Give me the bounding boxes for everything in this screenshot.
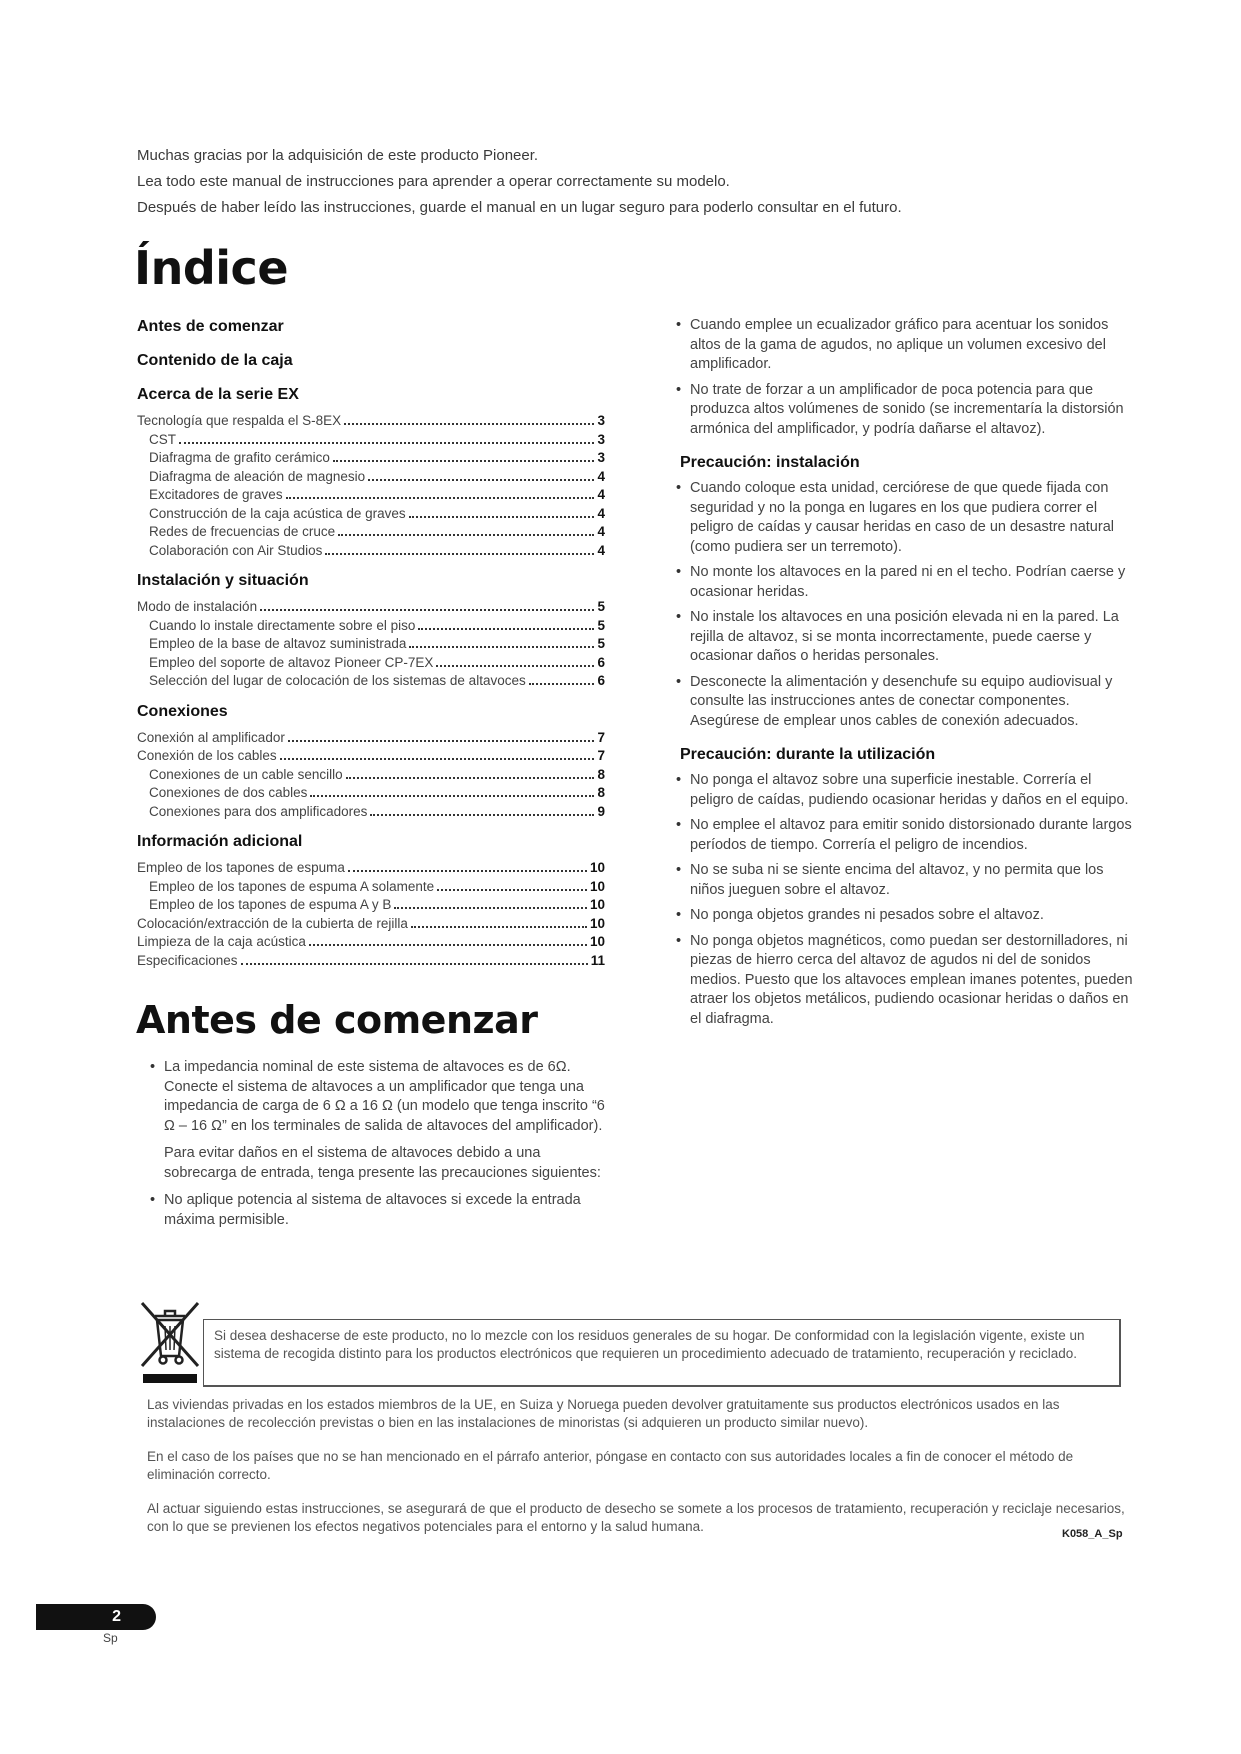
toc-entry[interactable] [137,523,605,542]
toc-entry-page: 4 [597,524,605,539]
dot-leader [286,497,595,499]
toc-entry[interactable] [137,449,605,468]
document-code: K058_A_Sp [1062,1528,1123,1540]
toc-section-heading[interactable]: Conexiones [137,702,228,720]
toc-entry-page: 8 [597,785,605,800]
toc-entry[interactable] [137,431,605,450]
toc-entry-label: Empleo de la base de altavoz suministrada [149,636,407,651]
toc-entry-label: Conexiones de un cable sencillo [149,766,343,782]
bullet-item: • Desconecte la alimentación y desenchufe su equipo audiovisual y consulte las instrucciones antes de conectar componentes. Asegúrese de emplear unos cables de conexión adecuados. [676,673,1136,732]
toc-entry-label: Limpieza de la caja acústica [137,934,306,949]
toc-entry-page: 6 [597,673,605,688]
toc-entry[interactable] [137,803,605,822]
toc-entry-page: 8 [597,766,605,782]
dot-leader [368,479,594,481]
bullet-item: • Cuando emplee un ecualizador gráfico para acentuar los sonidos altos de la gama de agudos, no aplique un volumen excesivo del amplificador. [676,316,1136,375]
heading-precaucion-utilizacion: Precaución: durante la utilización [680,746,936,763]
toc-entry[interactable] [137,915,605,934]
toc-group-conexiones [137,701,605,822]
toc-entry-page: 10 [589,915,605,931]
paragraph: Las viviendas privadas en los estados miembros de la UE, en Suiza y Noruega pueden devolver gratuitamente sus productos electrónicos usados en las instalaciones de recolección previstas o bien en las instalaciones de minoristas (si adquieren un producto similar nuevo). [147,1397,1060,1430]
toc-entry-label: Conexión al amplificador [137,729,285,745]
toc-entry-label: Colocación/extracción de la cubierta de rejilla [137,915,408,931]
page-language: Sp [103,1631,118,1645]
toc-entry-label: Modo de instalación [137,599,258,614]
toc-entry[interactable] [137,747,605,766]
toc-entry[interactable] [137,859,605,878]
toc-entry[interactable] [137,412,605,431]
bullet-item: • No instale los altavoces en una posición elevada ni en la pared. La rejilla de altavoz, si se monta incorrectamente, puede caerse y ocasionar daños o heridas personales. [676,608,1136,667]
toc-entry-page: 3 [597,431,605,447]
toc-list [137,598,605,691]
toc-entry-label: Diafragma de aleación de magnesio [149,468,366,484]
toc-entry[interactable] [137,486,605,505]
toc-entry-page: 5 [597,599,605,614]
disposal-notice-box: Si desea deshacerse de este producto, no lo mezcle con los residuos generales de su hogar. De conformidad con la legislación vigente, existe un sistema de recogida distinto para los productos electrónicos que requieren un procedimiento adecuado de tratamiento, recuperación y reciclado. [203,1319,1121,1387]
bullet-item: • No se suba ni se siente encima del altavoz, y no permita que los niños jueguen sobre el altavoz. [676,861,1136,900]
bullet-list [676,479,1136,731]
dot-leader [529,683,595,685]
toc-entry-label: Empleo de los tapones de espuma [137,860,345,875]
toc-entry-label: Selección del lugar de colocación de los sistemas de altavoces [149,673,526,688]
antes-body [150,1058,605,1238]
bullet-list [676,771,1136,1029]
toc-entry-label: Conexiones de dos cables [149,785,308,800]
dot-leader [338,534,594,536]
toc-entry-page: 7 [597,729,605,745]
toc-entry-page: 5 [597,636,605,651]
dot-leader [280,758,595,760]
toc-entry[interactable] [137,654,605,673]
toc-entry-page: 4 [597,542,605,558]
toc-entry-label: Tecnología que respalda el S-8EX [137,413,342,428]
toc-entry-page: 10 [589,878,605,894]
toc-section-heading[interactable]: Información adicional [137,833,303,850]
toc-entry-page: 10 [589,934,605,949]
dot-leader [325,553,594,555]
paragraph: En el caso de los países que no se han mencionado en el párrafo anterior, póngase en contacto con sus autoridades locales a fin de conocer el método de eliminación correcto. [147,1449,1074,1482]
toc-group-informacion [137,831,605,970]
toc-entry-page: 5 [597,617,605,633]
dot-leader [260,609,594,611]
toc-entry-label: Conexiones para dos amplificadores [149,803,368,819]
toc-link-antes-de-comenzar[interactable]: Antes de comenzar [137,318,284,335]
bullet-item: • No ponga objetos magnéticos, como puedan ser destornilladores, ni piezas de hierro cerca del altavoz de agudos ni del de sonidos medios. Puesto que los altavoces emplean imanes potentes, pueden atraer los objetos metálicos, pudiendo ocasionar heridas o daños en el diafragma. [676,932,1136,1030]
intro-line: Muchas gracias por la adquisición de este producto Pioneer. [137,147,539,164]
toc-entry-label: Empleo de los tapones de espuma A y B [149,897,392,912]
toc-entry-label: Empleo de los tapones de espuma A solamente [149,878,435,894]
dot-leader [344,423,594,425]
toc-entry[interactable] [137,672,605,691]
toc-entry[interactable] [137,952,605,971]
toc-entry-page: 4 [597,505,605,521]
toc-list [137,729,605,822]
bullet-item: • No trate de forzar a un amplificador de poca potencia para que produzca altos volúmenes de sonido (se incrementaría la distorsión armónica del amplificador, y podría dañarse el altavoz). [676,381,1136,440]
paragraph: Al actuar siguiendo estas instrucciones, se asegurará de que el producto de desecho se somete a los procesos de tratamiento, recuperación y reciclaje necesarios, con lo que se previenen los efectos negativos potenciales para el entorno y la salud humana. [147,1501,1125,1534]
toc-list [137,412,605,560]
toc-entry[interactable] [137,542,605,561]
toc-entry-page: 7 [597,748,605,763]
dot-leader [309,944,587,946]
toc-entry-label: Construcción de la caja acústica de graves [149,505,406,521]
dot-leader [288,740,595,742]
dot-leader [394,907,587,909]
intro-line: Después de haber leído las instrucciones, guarde el manual en un lugar seguro para poderlo consultar en el futuro. [137,199,902,216]
toc-entry[interactable] [137,635,605,654]
toc-entry[interactable] [137,729,605,748]
toc-entry[interactable] [137,933,605,952]
bullet-item: • No emplee el altavoz para emitir sonido distorsionado durante largos períodos de tiempo. Correría el peligro de incendios. [676,816,1136,855]
bullet-item: • Cuando coloque esta unidad, cerciórese de que quede fijada con seguridad y no la ponga en lugares en los que pudiera correr el peligro de caídas y causar heridas en caso de un desastre natural (como pudiera ser un terremoto). [676,479,1136,557]
toc-entry-label: Diafragma de grafito cerámico [149,450,330,465]
dot-leader [179,442,594,444]
bullet-item: • La impedancia nominal de este sistema de altavoces es de 6Ω. Conecte el sistema de altavoces a un amplificador que tenga una impedancia de carga de 6 Ω a 16 Ω (un modelo que tenga inscrito “6 Ω – 16 Ω” en los terminales de salida de altavoces del amplificador). [150,1058,605,1136]
toc-entry-page: 4 [597,468,605,484]
toc-entry-page: 6 [597,654,605,670]
toc-entry-page: 11 [590,952,605,968]
dot-leader [370,814,594,816]
dot-leader [241,963,588,965]
toc-entry[interactable] [137,468,605,487]
toc-entry-label: Redes de frecuencias de cruce [149,524,336,539]
crossed-bin-icon [139,1300,201,1386]
toc-entry-label: Especificaciones [137,952,238,968]
toc-entry[interactable] [137,766,605,785]
heading-precaucion-instalacion: Precaución: instalación [680,454,860,471]
intro-text [137,146,1137,224]
dot-leader [409,516,595,518]
toc-entry-label: Conexión de los cables [137,748,277,763]
bullet-item: • No ponga objetos grandes ni pesados sobre el altavoz. [676,906,1136,926]
paragraph: Para evitar daños en el sistema de altavoces debido a una sobrecarga de entrada, tenga presente las precauciones siguientes: [164,1145,601,1181]
page-number-badge: 2 [36,1604,156,1630]
toc-entry[interactable] [137,617,605,636]
bullet-list [676,316,1136,439]
bullet-item: • No monte los altavoces en la pared ni en el techo. Podrían caerse y ocasionar heridas. [676,563,1136,602]
toc-entry-label: Empleo del soporte de altavoz Pioneer CP-7EX [149,654,434,670]
index-title: Índice [134,241,289,295]
table-of-contents [137,316,605,980]
toc-entry-label: Excitadores de graves [149,487,283,502]
dot-leader [310,795,594,797]
toc-entry-label: Colaboración con Air Studios [149,542,323,558]
dot-leader [436,665,594,667]
toc-entry-page: 4 [597,487,605,502]
toc-entry[interactable] [137,598,605,617]
toc-group-serie-ex [137,384,605,560]
toc-list [137,859,605,970]
toc-entry-label: CST [149,431,176,447]
bullet-item: • No ponga el altavoz sobre una superficie inestable. Correría el peligro de caídas, pudiendo ocasionar heridas y daños en el equipo. [676,771,1136,810]
toc-entry-label: Cuando lo instale directamente sobre el piso [149,617,416,633]
bullet-item: • No aplique potencia al sistema de altavoces si excede la entrada máxima permisible. [150,1191,605,1230]
disposal-info [147,1396,1132,1552]
toc-entry[interactable] [137,878,605,897]
section-title-antes: Antes de comenzar [136,998,538,1042]
dot-leader [411,926,587,928]
toc-section-heading[interactable]: Instalación y situación [137,572,309,589]
toc-entry-page: 9 [597,803,605,819]
dot-leader [346,777,595,779]
dot-leader [409,646,594,648]
toc-entry-page: 10 [589,860,605,875]
precautions-column [676,316,1136,1035]
toc-group-instalacion [137,570,605,691]
toc-entry-page: 10 [589,897,605,912]
toc-entry[interactable] [137,505,605,524]
dot-leader [333,460,595,462]
toc-entry[interactable] [137,896,605,915]
intro-line: Lea todo este manual de instrucciones para aprender a operar correctamente su modelo. [137,173,730,190]
toc-link-contenido-de-la-caja[interactable]: Contenido de la caja [137,352,293,369]
dot-leader [437,889,587,891]
toc-section-heading[interactable]: Acerca de la serie EX [137,386,299,403]
toc-entry-page: 3 [597,450,605,465]
toc-entry[interactable] [137,784,605,803]
toc-entry-page: 3 [597,413,605,428]
dot-leader [418,628,594,630]
dot-leader [348,870,587,872]
